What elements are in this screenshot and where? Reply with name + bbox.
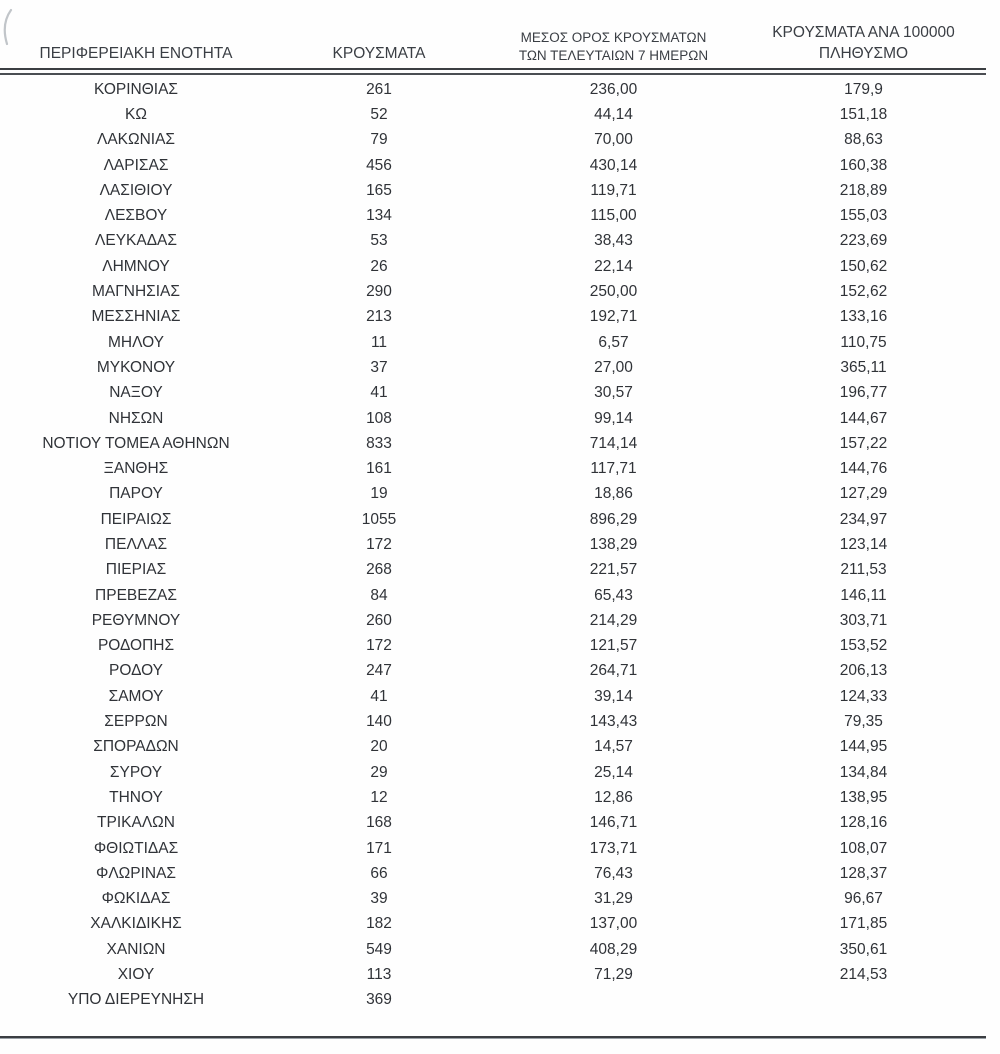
table-row xyxy=(0,305,986,330)
table-row xyxy=(0,583,986,608)
cases-cell: 11 xyxy=(370,333,388,351)
table-row xyxy=(0,77,986,102)
table-row xyxy=(0,102,986,127)
cases-cell: 84 xyxy=(370,586,388,604)
per100k-cell: 79,35 xyxy=(844,713,883,731)
avg7-cell: 22,14 xyxy=(594,257,633,275)
region-cell: ΚΟΡΙΝΘΙΑΣ xyxy=(93,80,179,98)
header-cases xyxy=(272,44,486,65)
avg7-cell: 27,00 xyxy=(594,358,633,376)
region-cell: ΠΕΛΛΑΣ xyxy=(104,535,168,553)
header-region-label: ΠΕΡΙΦΕΡΕΙΑΚΗ ΕΝΟΤΗΤΑ xyxy=(39,45,233,63)
avg7-cell: 115,00 xyxy=(590,207,637,225)
table-row xyxy=(0,634,986,659)
cases-cell: 26 xyxy=(370,257,388,275)
avg7-cell: 117,71 xyxy=(590,460,637,478)
region-cell: ΣΑΜΟΥ xyxy=(108,687,164,705)
region-cell: ΝΟΤΙΟΥ ΤΟΜΕΑ ΑΘΗΝΩΝ xyxy=(42,434,230,452)
avg7-cell: 896,29 xyxy=(589,510,638,528)
header-per100k-line2: ΠΛΗΘΥΣΜΟ xyxy=(818,45,909,63)
per100k-cell: 108,07 xyxy=(839,839,888,857)
avg7-cell: 192,71 xyxy=(589,308,638,326)
table-row xyxy=(0,962,986,987)
cases-cell: 19 xyxy=(370,485,388,503)
region-cell: ΛΑΣΙΘΙΟΥ xyxy=(99,181,173,199)
per100k-cell: 151,18 xyxy=(839,105,888,123)
avg7-cell: 65,43 xyxy=(594,586,633,604)
per100k-cell: 96,67 xyxy=(844,890,883,908)
table-row xyxy=(0,684,986,709)
table-row xyxy=(0,431,986,456)
avg7-cell: 250,00 xyxy=(589,283,638,301)
per100k-cell: 196,77 xyxy=(839,384,888,402)
region-cell: ΦΛΩΡΙΝΑΣ xyxy=(95,864,177,882)
cases-cell: 52 xyxy=(370,105,388,123)
avg7-cell: 236,00 xyxy=(589,80,638,98)
per100k-cell: 234,97 xyxy=(839,510,888,528)
per100k-cell: 155,03 xyxy=(839,207,888,225)
avg7-cell: 14,57 xyxy=(594,738,633,756)
region-cell: ΜΗΛΟΥ xyxy=(107,333,165,351)
avg7-cell: 30,57 xyxy=(594,384,633,402)
avg7-cell: 99,14 xyxy=(594,409,633,427)
table-row xyxy=(0,937,986,962)
header-per100k xyxy=(741,23,986,65)
table-row xyxy=(0,254,986,279)
avg7-cell: 146,71 xyxy=(589,814,638,832)
per100k-cell: 133,16 xyxy=(839,308,888,326)
cases-cell: 369 xyxy=(366,991,392,1009)
avg7-cell: 137,00 xyxy=(589,915,638,933)
cases-cell: 113 xyxy=(366,966,392,984)
region-cell: ΤΗΝΟΥ xyxy=(109,788,163,806)
region-cell: ΝΗΣΩΝ xyxy=(108,409,164,427)
region-cell: ΤΡΙΚΑΛΩΝ xyxy=(97,814,175,832)
table-row xyxy=(0,203,986,228)
table-row xyxy=(0,912,986,937)
table-row xyxy=(0,128,986,153)
cases-cell: 108 xyxy=(366,409,392,427)
cases-cell: 268 xyxy=(366,561,392,579)
avg7-cell: 25,14 xyxy=(594,763,633,781)
cases-cell: 172 xyxy=(366,535,392,553)
region-cell: ΛΑΚΩΝΙΑΣ xyxy=(96,131,176,149)
avg7-cell: 71,29 xyxy=(594,966,633,984)
avg7-cell: 70,00 xyxy=(594,131,633,149)
cases-cell: 168 xyxy=(366,814,392,832)
per100k-cell: 206,13 xyxy=(839,662,888,680)
table-row xyxy=(0,760,986,785)
avg7-cell: 119,71 xyxy=(590,181,637,199)
per100k-cell: 179,9 xyxy=(844,80,883,98)
region-cell: ΠΑΡΟΥ xyxy=(109,485,163,503)
table-header-row xyxy=(0,0,986,68)
table-row xyxy=(0,861,986,886)
region-cell: ΝΑΞΟΥ xyxy=(109,384,163,402)
cases-cell: 549 xyxy=(366,940,392,958)
header-region xyxy=(0,44,272,65)
table-row xyxy=(0,153,986,178)
avg7-cell: 264,71 xyxy=(589,662,638,680)
per100k-cell: 123,14 xyxy=(839,535,888,553)
avg7-cell: 76,43 xyxy=(594,864,633,882)
avg7-cell: 121,57 xyxy=(589,637,638,655)
avg7-cell: 408,29 xyxy=(589,940,638,958)
region-cell: ΧΙΟΥ xyxy=(117,966,155,984)
table-row xyxy=(0,988,986,1013)
table-row xyxy=(0,558,986,583)
avg7-cell: 39,14 xyxy=(594,687,633,705)
region-cell: ΠΡΕΒΕΖΑΣ xyxy=(95,586,177,604)
per100k-cell: 138,95 xyxy=(839,788,888,806)
avg7-cell: 31,29 xyxy=(594,890,633,908)
table-row xyxy=(0,532,986,557)
cases-cell: 161 xyxy=(366,460,392,478)
avg7-cell: 6,57 xyxy=(598,333,629,351)
header-avg7-line1: ΜΕΣΟΣ ΟΡΟΣ ΚΡΟΥΣΜΑΤΩΝ xyxy=(520,29,707,45)
avg7-cell: 173,71 xyxy=(589,839,638,857)
per100k-cell: 218,89 xyxy=(839,181,888,199)
per100k-cell: 124,33 xyxy=(839,687,888,705)
per100k-cell: 152,62 xyxy=(839,283,888,301)
avg7-cell: 38,43 xyxy=(594,232,633,250)
avg7-cell: 214,29 xyxy=(589,611,638,629)
cases-cell: 39 xyxy=(370,890,388,908)
header-divider-rule xyxy=(0,68,986,75)
avg7-cell: 44,14 xyxy=(594,105,633,123)
table-bottom-rule xyxy=(0,1036,986,1040)
avg7-cell: 138,29 xyxy=(589,535,638,553)
per100k-cell: 88,63 xyxy=(844,131,883,149)
per100k-cell: 146,11 xyxy=(840,586,887,604)
table-row xyxy=(0,659,986,684)
cases-cell: 247 xyxy=(366,662,392,680)
avg7-cell: 430,14 xyxy=(589,156,638,174)
cases-cell: 1055 xyxy=(361,510,397,528)
region-cell: ΛΗΜΝΟΥ xyxy=(102,257,170,275)
table-row xyxy=(0,836,986,861)
region-cell: ΣΕΡΡΩΝ xyxy=(104,713,168,731)
per100k-cell: 144,95 xyxy=(839,738,888,756)
region-cell: ΦΩΚΙΔΑΣ xyxy=(101,890,171,908)
table-row xyxy=(0,785,986,810)
region-cell: ΡΟΔΟΥ xyxy=(109,662,163,680)
table-row xyxy=(0,456,986,481)
cases-cell: 79 xyxy=(370,131,388,149)
cases-cell: 261 xyxy=(366,80,392,98)
region-cell: ΡΕΘΥΜΝΟΥ xyxy=(91,611,181,629)
cases-cell: 140 xyxy=(366,713,392,731)
avg7-cell: 12,86 xyxy=(594,788,633,806)
cases-cell: 134 xyxy=(366,207,392,225)
cases-cell: 41 xyxy=(370,384,388,402)
per100k-cell: 134,84 xyxy=(839,763,888,781)
per100k-cell: 153,52 xyxy=(839,637,888,655)
cases-cell: 833 xyxy=(366,434,392,452)
cases-cell: 29 xyxy=(370,763,388,781)
table-row xyxy=(0,279,986,304)
avg7-cell: 143,43 xyxy=(589,713,638,731)
region-cell: ΞΑΝΘΗΣ xyxy=(103,460,169,478)
region-cell: ΦΘΙΩΤΙΔΑΣ xyxy=(93,839,179,857)
per100k-cell: 303,71 xyxy=(839,611,888,629)
cases-cell: 213 xyxy=(366,308,392,326)
region-cell: ΛΕΣΒΟΥ xyxy=(104,207,168,225)
region-cell: ΜΥΚΟΝΟΥ xyxy=(96,358,176,376)
table-row xyxy=(0,178,986,203)
per100k-cell: 350,61 xyxy=(839,940,888,958)
per100k-cell: 144,76 xyxy=(839,460,888,478)
table-row xyxy=(0,709,986,734)
per100k-cell: 150,62 xyxy=(839,257,888,275)
per100k-cell: 160,38 xyxy=(839,156,888,174)
region-cell: ΠΙΕΡΙΑΣ xyxy=(105,561,167,579)
cases-cell: 171 xyxy=(366,839,392,857)
cases-cell: 66 xyxy=(370,864,388,882)
per100k-cell: 110,75 xyxy=(840,333,887,351)
region-cell: ΣΥΡΟΥ xyxy=(109,763,163,781)
per100k-cell: 128,16 xyxy=(839,814,888,832)
table-row xyxy=(0,229,986,254)
per100k-cell: 144,67 xyxy=(839,409,888,427)
cases-cell: 260 xyxy=(366,611,392,629)
region-cell: ΧΑΝΙΩΝ xyxy=(106,940,166,958)
cases-cell: 165 xyxy=(366,181,392,199)
per100k-cell: 157,22 xyxy=(839,434,888,452)
table-row xyxy=(0,608,986,633)
per100k-cell: 211,53 xyxy=(840,561,887,579)
region-cell: ΛΑΡΙΣΑΣ xyxy=(103,156,169,174)
cases-cell: 37 xyxy=(370,358,388,376)
avg7-cell: 221,57 xyxy=(589,561,638,579)
per100k-cell: 365,11 xyxy=(840,358,887,376)
region-cell: ΣΠΟΡΑΔΩΝ xyxy=(93,738,179,756)
region-cell: ΠΕΙΡΑΙΩΣ xyxy=(100,510,172,528)
region-cell: ΚΩ xyxy=(125,105,147,123)
cases-cell: 456 xyxy=(366,156,392,174)
cases-cell: 53 xyxy=(370,232,388,250)
table-row xyxy=(0,381,986,406)
per100k-cell: 171,85 xyxy=(839,915,888,933)
cases-cell: 172 xyxy=(366,637,392,655)
region-cell: ΛΕΥΚΑΔΑΣ xyxy=(95,232,177,250)
region-cell: ΡΟΔΟΠΗΣ xyxy=(97,637,175,655)
region-cell: ΥΠΟ ΔΙΕΡΕΥΝΗΣΗ xyxy=(67,991,205,1009)
table-row xyxy=(0,735,986,760)
cases-cell: 182 xyxy=(366,915,392,933)
header-cases-label: ΚΡΟΥΣΜΑΤΑ xyxy=(332,45,426,63)
header-per100k-line1: ΚΡΟΥΣΜΑΤΑ ΑΝΑ 100000 xyxy=(772,24,955,42)
header-avg7-line2: ΤΩΝ ΤΕΛΕΥΤΑΙΩΝ 7 ΗΜΕΡΩΝ xyxy=(518,47,709,63)
table-row xyxy=(0,811,986,836)
header-avg7 xyxy=(486,29,741,65)
table-body xyxy=(0,75,986,1013)
table-row xyxy=(0,887,986,912)
cases-cell: 20 xyxy=(370,738,388,756)
avg7-cell: 18,86 xyxy=(594,485,633,503)
per100k-cell: 128,37 xyxy=(839,864,888,882)
table-row xyxy=(0,507,986,532)
table-row xyxy=(0,330,986,355)
cases-cell: 41 xyxy=(370,687,388,705)
cases-cell: 290 xyxy=(366,283,392,301)
table-row xyxy=(0,406,986,431)
avg7-cell: 714,14 xyxy=(589,434,638,452)
table-row xyxy=(0,355,986,380)
region-cell: ΜΑΓΝΗΣΙΑΣ xyxy=(92,283,180,301)
per100k-cell: 223,69 xyxy=(839,232,888,250)
per100k-cell: 214,53 xyxy=(839,966,888,984)
region-cell: ΜΕΣΣΗΝΙΑΣ xyxy=(91,308,181,326)
table-row xyxy=(0,482,986,507)
per100k-cell: 127,29 xyxy=(839,485,888,503)
region-cell: ΧΑΛΚΙΔΙΚΗΣ xyxy=(90,915,182,933)
cases-cell: 12 xyxy=(370,788,388,806)
